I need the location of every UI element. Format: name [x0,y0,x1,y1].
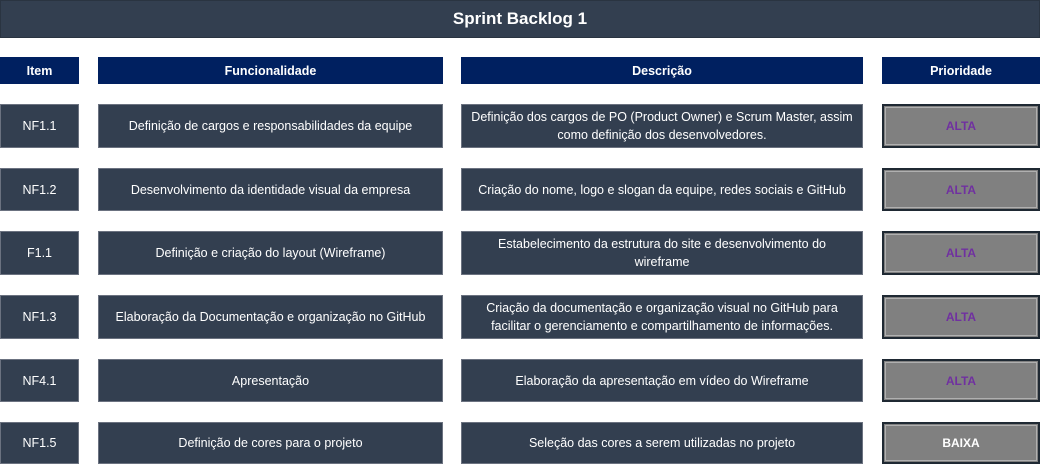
column-header-funcionalidade: Funcionalidade [98,57,443,84]
table-row-descricao: Seleção das cores a serem utilizadas no projeto [461,422,863,464]
priority-badge: ALTA [882,168,1040,211]
priority-badge: BAIXA [882,422,1040,464]
table-row-funcionalidade: Elaboração da Documentação e organização no GitHub [98,295,443,339]
page-title: Sprint Backlog 1 [0,0,1040,38]
table-row-funcionalidade: Definição de cargos e responsabilidades da equipe [98,104,443,148]
table-row-descricao: Definição dos cargos de PO (Product Owner) e Scrum Master, assim como definição dos desenvolvedores. [461,104,863,148]
table-row-funcionalidade: Definição e criação do layout (Wireframe) [98,231,443,275]
table-row-funcionalidade: Definição de cores para o projeto [98,422,443,464]
table-row-item: NF1.1 [0,104,79,148]
priority-badge: ALTA [882,104,1040,148]
table-row-item: F1.1 [0,231,79,275]
table-row-item: NF4.1 [0,359,79,402]
priority-badge: ALTA [882,359,1040,402]
table-row-funcionalidade: Apresentação [98,359,443,402]
table-row-descricao: Criação do nome, logo e slogan da equipe, redes sociais e GitHub [461,168,863,211]
table-row-item: NF1.2 [0,168,79,211]
column-header-prioridade: Prioridade [882,57,1040,84]
table-row-funcionalidade: Desenvolvimento da identidade visual da empresa [98,168,443,211]
column-header-item: Item [0,57,79,84]
table-row-descricao: Estabelecimento da estrutura do site e desenvolvimento do wireframe [461,231,863,275]
column-header-descricao: Descrição [461,57,863,84]
table-row-descricao: Criação da documentação e organização visual no GitHub para facilitar o gerenciamento e compartilhamento de informações. [461,295,863,339]
priority-badge: ALTA [882,231,1040,275]
table-row-descricao: Elaboração da apresentação em vídeo do Wireframe [461,359,863,402]
table-row-item: NF1.5 [0,422,79,464]
table-row-item: NF1.3 [0,295,79,339]
priority-badge: ALTA [882,295,1040,339]
